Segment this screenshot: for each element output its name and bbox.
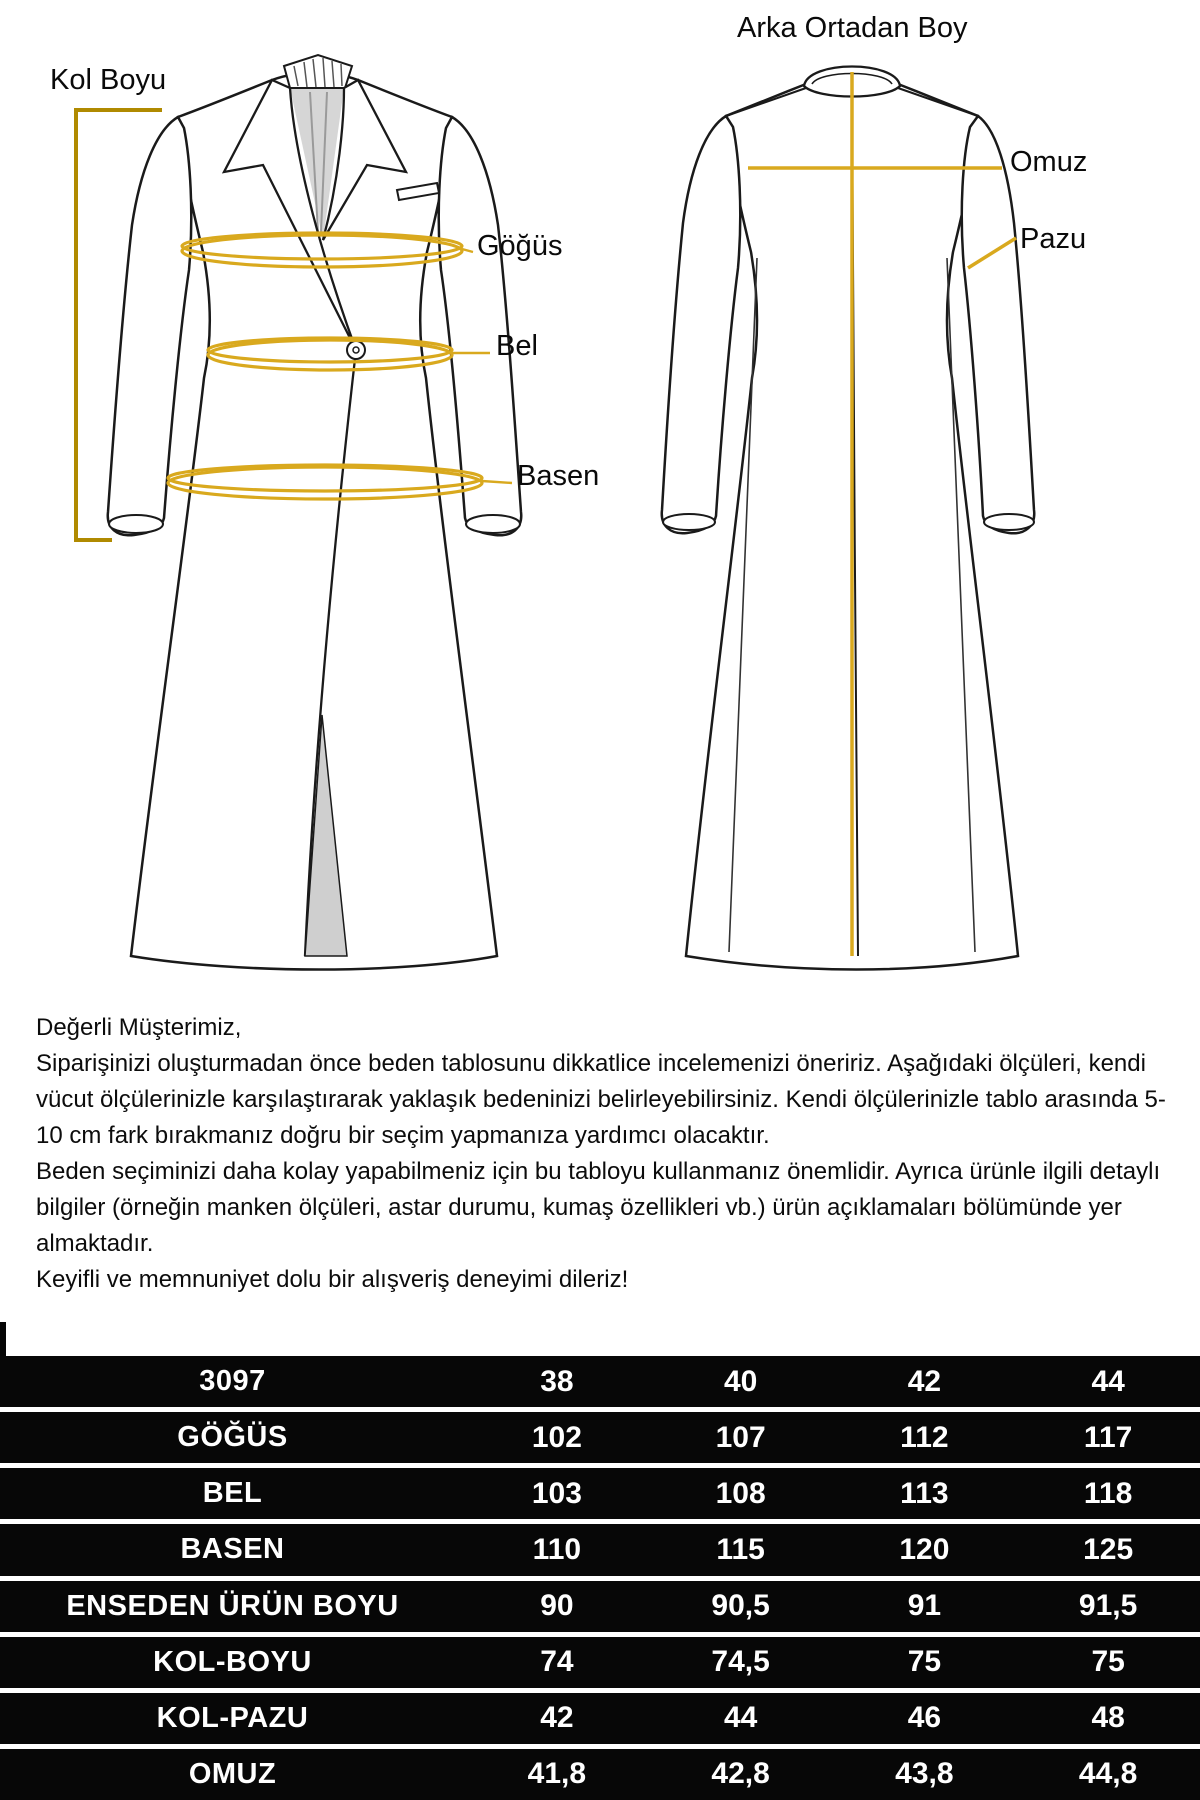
size-table-row — [0, 1524, 1200, 1575]
measurement-label: GÖĞÜS — [177, 1421, 288, 1454]
measurement-value: 44,8 — [1078, 1757, 1138, 1791]
size-col-2: 40 — [723, 1364, 758, 1398]
measurement-value: 43,8 — [895, 1757, 954, 1791]
measurement-value: 91,5 — [1078, 1589, 1138, 1623]
measurement-value: 75 — [907, 1645, 942, 1679]
measurement-label: KOL-PAZU — [156, 1701, 309, 1734]
measurement-value: 113 — [900, 1476, 949, 1510]
measurement-value: 112 — [900, 1420, 949, 1454]
measurement-value: 120 — [899, 1532, 950, 1566]
measurement-value: 46 — [907, 1701, 942, 1735]
closing-line: Keyifli ve memnuniyet dolu bir alışveriş deneyimi dileriz! — [36, 1266, 629, 1293]
size-col-3: 42 — [907, 1364, 942, 1398]
measurement-value: 102 — [531, 1420, 582, 1454]
size-col-4: 44 — [1091, 1364, 1125, 1398]
size-table-header — [0, 1356, 1200, 1407]
label-basen: Basen — [517, 460, 600, 492]
measurement-label: ENSEDEN ÜRÜN BOYU — [66, 1589, 399, 1622]
measurement-value: 42 — [540, 1701, 574, 1735]
measurement-value: 74 — [540, 1645, 574, 1679]
label-kol-boyu: Kol Boyu — [50, 64, 167, 96]
label-omuz: Omuz — [1010, 146, 1088, 178]
size-col-1: 38 — [540, 1364, 574, 1398]
measurement-value: 42,8 — [711, 1757, 770, 1791]
measurement-value: 90,5 — [711, 1589, 770, 1623]
measurement-value: 108 — [715, 1476, 766, 1510]
info-text-block — [36, 1010, 1186, 1298]
greeting-line: Değerli Müşterimiz, — [36, 1014, 242, 1041]
measurement-label: BEL — [202, 1477, 263, 1510]
measurement-value: 118 — [1083, 1476, 1133, 1510]
measurement-value: 44 — [723, 1701, 758, 1735]
coat-front-drawing — [108, 55, 521, 970]
measurement-value: 91 — [907, 1589, 942, 1623]
measurement-value: 103 — [531, 1476, 582, 1510]
measurement-value: 110 — [532, 1532, 582, 1566]
model-code: 3097 — [199, 1365, 266, 1398]
coat-back-drawing — [662, 67, 1034, 970]
info-paragraph-2: Beden seçiminizi daha kolay yapabilmeniz için bu tabloyu kullanmanız önemlidir. Ayrıca ürünle ilgili detaylı bilgiler (örneğin manken ölçüleri, astar durumu, kumaş özellikleri vb.) ürün açıklamaları bölümünde yer almaktadır. — [36, 1158, 1161, 1257]
measurement-value: 48 — [1091, 1701, 1125, 1735]
measurement-value: 117 — [1083, 1420, 1133, 1454]
size-table-row — [0, 1412, 1200, 1463]
measurement-value: 107 — [715, 1420, 766, 1454]
size-table-row — [0, 1581, 1200, 1632]
size-table-row — [0, 1693, 1200, 1744]
left-edge-mark — [0, 1322, 6, 1356]
size-table-row — [0, 1637, 1200, 1688]
measurement-label: BASEN — [180, 1533, 285, 1566]
label-bel: Bel — [496, 330, 538, 362]
label-gogus: Göğüs — [477, 230, 563, 262]
measurement-label: KOL-BOYU — [153, 1645, 312, 1678]
size-table — [0, 1356, 1200, 1800]
measurement-value: 115 — [716, 1532, 765, 1566]
measurement-value: 41,8 — [527, 1757, 587, 1791]
measurement-value: 74,5 — [711, 1645, 770, 1679]
info-paragraph-1: Siparişinizi oluşturmadan önce beden tablosunu dikkatlice incelemenizi öneririz. Aşağıdaki ölçüleri, kendi vücut ölçülerinizle karşılaştırarak yaklaşık bedeninizi belirleyebilirsiniz. Kendi ölçülerinizle tablo arasında 5-10 cm fark bırakmanız doğru bir seçim yapmanıza yardımcı olacaktır. — [36, 1050, 1166, 1149]
measurement-value: 75 — [1091, 1645, 1125, 1679]
measurement-label: OMUZ — [188, 1757, 277, 1790]
measurement-value: 90 — [540, 1589, 574, 1623]
size-table-row — [0, 1749, 1200, 1800]
label-arka-ortadan-boy: Arka Ortadan Boy — [737, 12, 968, 44]
label-pazu: Pazu — [1020, 223, 1087, 255]
size-table-row — [0, 1468, 1200, 1519]
measurement-value: 125 — [1083, 1532, 1134, 1566]
